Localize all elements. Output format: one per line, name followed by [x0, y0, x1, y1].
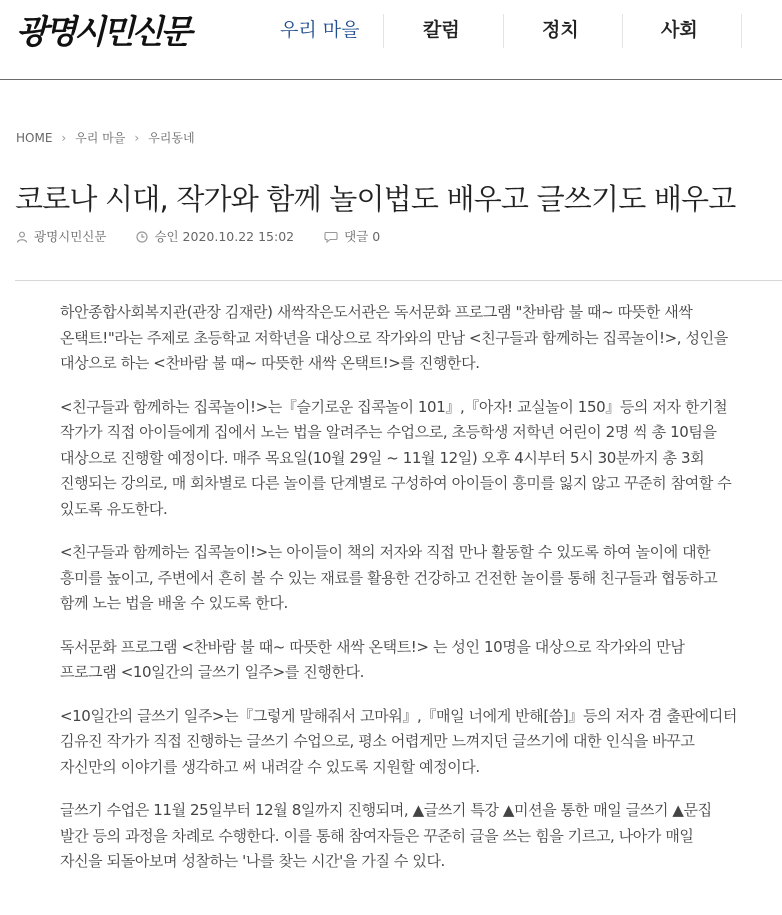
- article-paragraph: <친구들과 함께하는 집콕놀이!>는 아이들이 책의 저자와 직접 만나 활동할 수 있도록 하여 놀이에 대한 흥미를 높이고, 주변에서 흔히 볼 수 있는 재료를 활용한 건강하고 건전한 놀이를 통해 친구들과 협동하고 함께 노는 법을 배울 수 있도록 한다.: [60, 543, 718, 612]
- nav-item-society[interactable]: 사회: [661, 19, 698, 41]
- nav-item-politics[interactable]: 정치: [542, 19, 579, 41]
- article-title: 코로나 시대, 작가와 함께 놀이법도 배우고 글쓰기도 배우고: [15, 182, 736, 217]
- clock-icon: [136, 231, 148, 243]
- article-meta: [16, 228, 406, 246]
- article-author: 광명시민신문: [16, 228, 106, 246]
- article-body: [60, 300, 740, 893]
- person-icon: [16, 231, 28, 243]
- article-divider: [15, 280, 782, 281]
- nav-item-village[interactable]: 우리 마을: [280, 19, 360, 41]
- article-paragraph: <10일간의 글쓰기 일주>는『그렇게 말해줘서 고마워』,『매일 너에게 반해[씀]』등의 저자 겸 출판에디터 김유진 작가가 직접 진행하는 글쓰기 수업으로, 평소 어렵게만 느껴지던 글쓰기에 대한 인식을 바꾸고 자신만의 이야기를 생각하고 써 내려갈 수 있도록 지원할 예정이다.: [60, 706, 737, 776]
- breadcrumb-neighborhood[interactable]: 우리동네: [148, 131, 195, 145]
- article-comments[interactable]: 댓글 0: [324, 228, 380, 246]
- site-header: [0, 0, 782, 80]
- comment-bubble-icon: [324, 231, 338, 243]
- nav-separator: [383, 14, 384, 48]
- breadcrumb-village[interactable]: 우리 마을: [75, 131, 126, 145]
- article-paragraph: 독서문화 프로그램 <찬바람 불 때~ 따뜻한 새싹 온택트!> 는 성인 10명을 대상으로 작가와의 만남 프로그램 <10일간의 글쓰기 일주>를 진행한다.: [60, 637, 685, 681]
- nav-separator: [503, 14, 504, 48]
- nav-separator: [741, 14, 742, 48]
- chevron-right-icon: ›: [61, 131, 67, 145]
- nav-separator: [622, 14, 623, 48]
- article-approved-time: 승인 2020.10.22 15:02: [136, 228, 294, 246]
- chevron-right-icon: ›: [134, 131, 140, 145]
- article-paragraph: 글쓰기 수업은 11월 25일부터 12월 8일까지 진행되며, ▲글쓰기 특강 ▲미션을 통한 매일 글쓰기 ▲문집 발간 등의 과정을 차례로 수행한다. 이를 통해 참여자들은 꾸준히 글을 쓰는 힘을 기르고, 나아가 매일 자신을 되돌아보며 성찰하는 '나를 찾는 시간'을 가질 수 있다.: [60, 801, 712, 870]
- breadcrumb: [16, 130, 195, 146]
- nav-item-column[interactable]: 칼럼: [423, 19, 460, 41]
- site-logo[interactable]: 광명시민신문: [16, 12, 190, 51]
- article-paragraph: 하안종합사회복지관(관장 김재란) 새싹작은도서관은 독서문화 프로그램 "찬바람 불 때~ 따뜻한 새싹 온택트!"라는 주제로 초등학교 저학년을 대상으로 작가와의 만남 <친구들과 함께하는 집콕놀이!>, 성인을 대상으로 하는 <찬바람 불 때~ 따뜻한 새싹 온택트!>를 진행한다.: [60, 303, 728, 372]
- breadcrumb-home[interactable]: HOME: [16, 131, 53, 145]
- article-paragraph: <친구들과 함께하는 집콕놀이!>는『슬기로운 집콕놀이 101』,『아자! 교실놀이 150』등의 저자 한기철 작가가 직접 아이들에게 집에서 노는 법을 알려주는 수업으로, 초등학생 저학년 어린이 2명 씩 총 10팀을 대상으로 진행할 예정이다. 매주 목요일(10월 29일 ~ 11월 12일) 오후 4시부터 5시 30분까지 총 3회 진행되는 강의로, 매 회차별로 다른 놀이를 단계별로 구성하여 아이들이 흥미를 잃지 않고 꾸준히 참여할 수 있도록 유도한다.: [60, 397, 732, 518]
